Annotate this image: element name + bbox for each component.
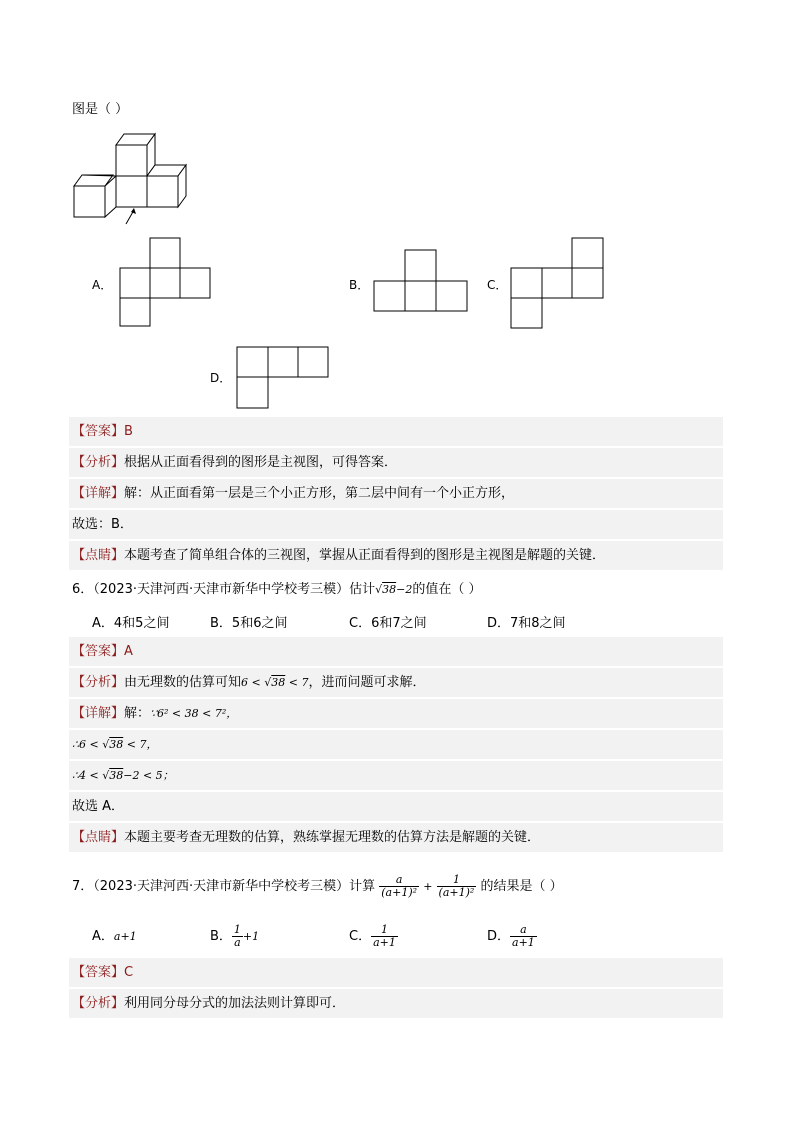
- q5-choice: 故选：B．: [72, 517, 133, 532]
- q5-option-a-label: A．: [92, 278, 113, 292]
- q6-analysis-tag: 【分析】: [72, 675, 125, 690]
- q6-option-a: A．4和5之间: [92, 616, 170, 631]
- q7-analysis-tag: 【分析】: [72, 996, 125, 1011]
- q5-cube-figure: [70, 130, 195, 230]
- q6-step2-band: [69, 730, 723, 759]
- q5-stem-tail: 图是（ ）: [72, 102, 129, 117]
- q5-answer: B: [124, 424, 133, 439]
- q6-option-c: C．6和7之间: [349, 616, 427, 631]
- q5-comment-band: [69, 541, 723, 570]
- q6-comment: 本题主要考查无理数的估算，熟练掌握无理数的估算方法是解题的关键．: [124, 830, 541, 845]
- q5-comment: 本题考查了简单组合体的三视图，掌握从正面看得到的图形是主视图是解题的关键．: [124, 548, 606, 563]
- q7-analysis: 利用同分母分式的加法法则计算即可．: [124, 996, 346, 1011]
- q6-expr-rad: 38: [382, 583, 397, 596]
- q5-comment-tag: 【点睛】: [72, 548, 125, 563]
- q5-answer-band: [69, 417, 723, 446]
- q7-frac2: $\frac{1}{\text{(a+1)²}}$: [438, 873, 475, 899]
- q7-answer: C: [124, 965, 134, 980]
- q6-expr-rest: −2: [396, 583, 413, 596]
- q7-frac1: $\frac{a}{\text{(a+1)²}}$: [381, 873, 418, 899]
- q6-choice-band: [69, 792, 723, 821]
- q5-option-b-figure: [374, 249, 468, 313]
- q6-detail-tag: 【详解】: [72, 706, 125, 721]
- q7-option-d: D． $\frac{a}{a+1}$: [487, 923, 535, 949]
- q6-analysis-post: ，进而问题可求解．: [308, 675, 426, 690]
- q6-option-b: B．5和6之间: [210, 616, 288, 631]
- q5-choice-band: [69, 510, 723, 539]
- q6-option-d: D．7和8之间: [487, 616, 566, 631]
- q6-step3-band: [69, 761, 723, 790]
- q6-answer: A: [124, 644, 133, 659]
- q7-answer-band: [69, 958, 723, 987]
- q6-answer-tag: 【答案】: [72, 644, 125, 659]
- q7-option-a: A．a+1: [92, 929, 137, 944]
- q6-comment-band: [69, 823, 723, 852]
- q6-suffix: 的值在（ ）: [412, 582, 482, 597]
- q5-option-d-figure: [236, 346, 330, 410]
- q7-prefix: 7．（2023·天津河西·天津市新华中学校考三模）计算: [72, 879, 376, 894]
- q6-choice: 故选 A．: [72, 799, 125, 814]
- q6-step2: ∴6 < √38 < 7，: [72, 738, 158, 751]
- q6-prefix: 6．（2023·天津河西·天津市新华中学校考三模）估计: [72, 582, 376, 597]
- q5-option-c-label: C．: [487, 278, 508, 292]
- q5-option-d-label: D．: [210, 371, 232, 385]
- q5-analysis-tag: 【分析】: [72, 455, 125, 470]
- q5-option-c-figure: [511, 237, 605, 329]
- q7-analysis-band: [69, 989, 723, 1018]
- q6-detail-band: 【详解】解：∵6² < 38 < 7²，: [69, 699, 723, 728]
- q5-option-a-figure: [120, 237, 212, 327]
- q6-step1: ∵6² < 38 < 7²，: [150, 707, 238, 720]
- q5-option-b-label: B．: [349, 278, 370, 292]
- q7-answer-tag: 【答案】: [72, 965, 125, 980]
- q5-answer-tag: 【答案】: [72, 424, 125, 439]
- q6-analysis-pre: 由无理数的估算可知: [124, 675, 242, 690]
- q7-option-b: B． $\frac{1}{a}$ +1: [210, 923, 260, 949]
- q5-detail: 解：从正面看第一层是三个小正方形，第二层中间有一个小正方形，: [124, 486, 515, 501]
- q5-analysis: 根据从正面看得到的图形是主视图，可得答案．: [124, 455, 398, 470]
- q7-option-c: C． $\frac{1}{a+1}$: [349, 923, 396, 949]
- q7-suffix: 的结果是（ ）: [480, 879, 563, 894]
- q5-analysis-band: [69, 448, 723, 477]
- q5-detail-band: [69, 479, 723, 508]
- q7-stem: 7．（2023·天津河西·天津市新华中学校考三模）计算 $\frac{a}{\text{(a+1)²}}$ + $\frac{1}{\text{(a+1)²}}$ 的结果是（ ）: [72, 873, 563, 899]
- q6-step3: ∴4 < √38−2 < 5；: [72, 769, 174, 782]
- q6-analysis-band: 【分析】由无理数的估算可知6 < √38 < 7，进而问题可求解．: [69, 668, 723, 697]
- q6-answer-band: [69, 637, 723, 666]
- q5-detail-tag: 【详解】: [72, 486, 125, 501]
- q6-stem: 6．（2023·天津河西·天津市新华中学校考三模）估计√38−2的值在（ ）: [72, 582, 482, 597]
- q6-comment-tag: 【点睛】: [72, 830, 125, 845]
